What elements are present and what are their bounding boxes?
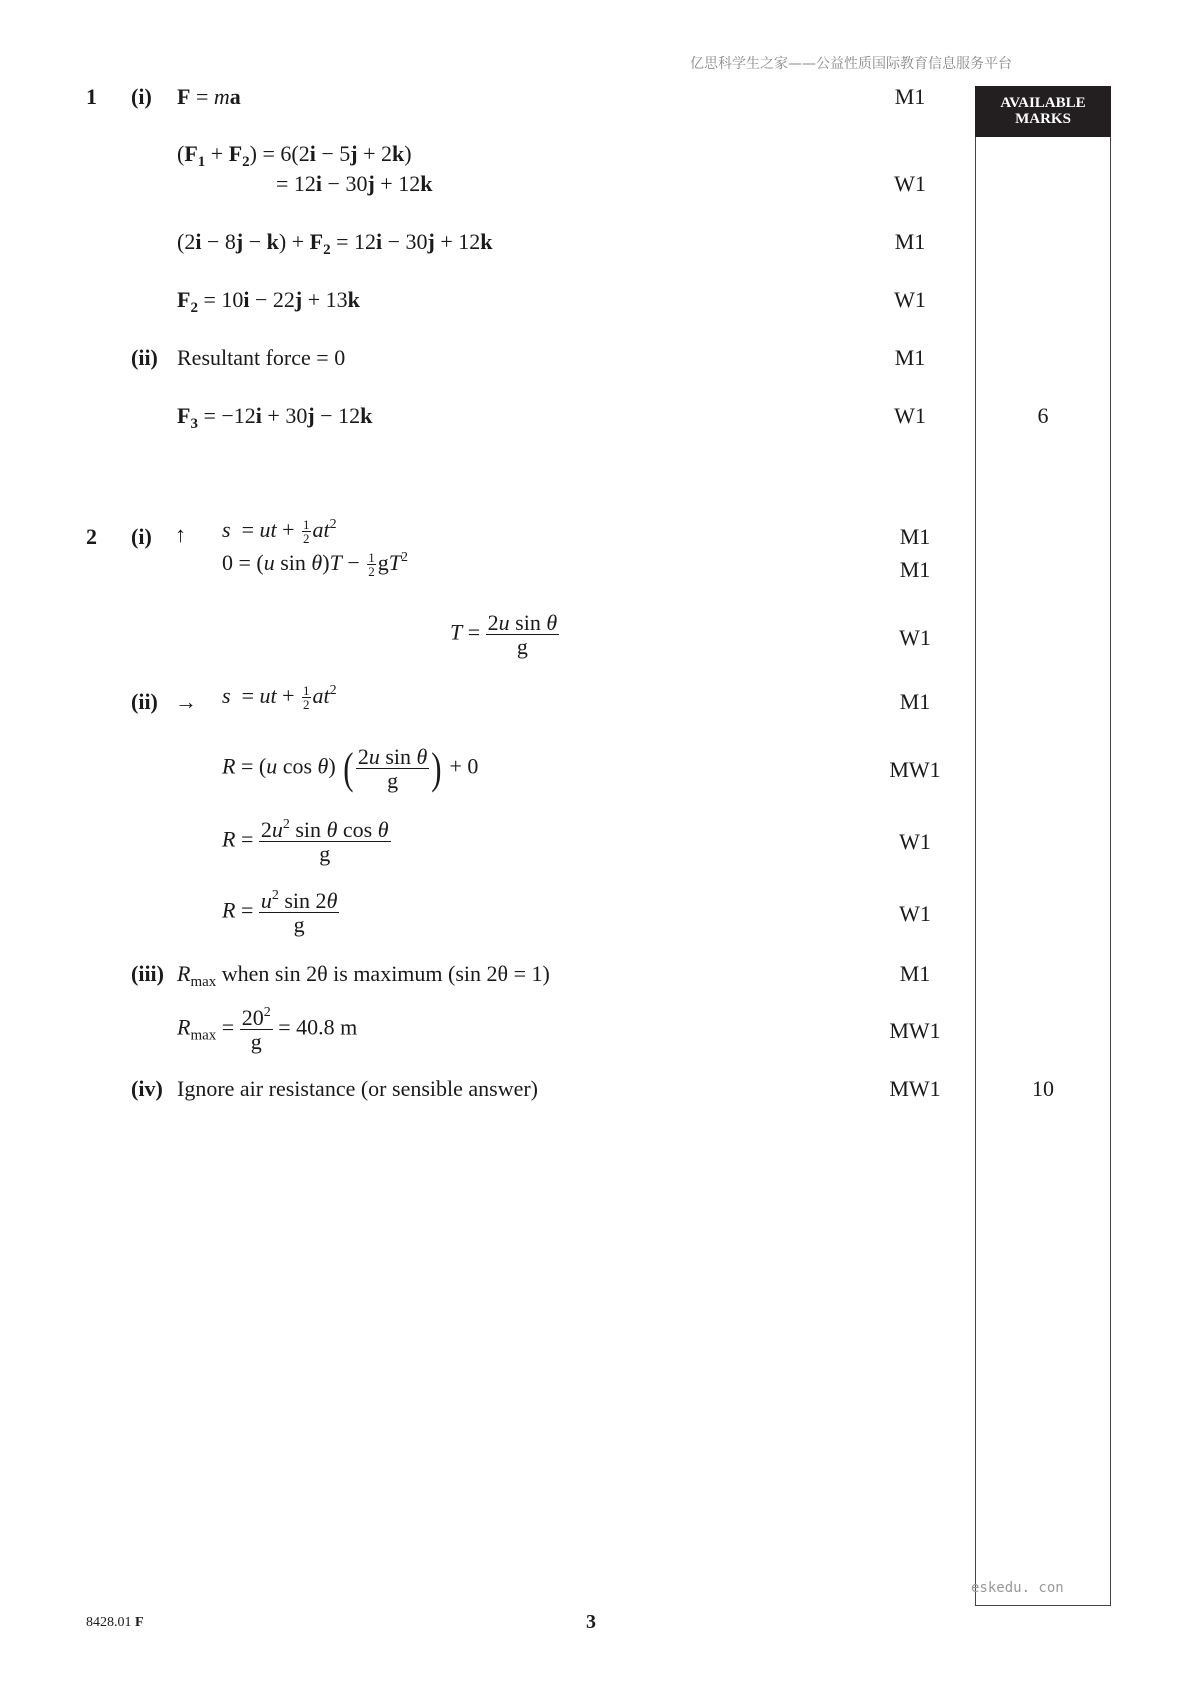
q1-resultant-force: Resultant force = 0 (177, 345, 346, 370)
q2-mark-5: MW1 (889, 757, 941, 782)
q2-available-marks: 10 (1032, 1076, 1054, 1101)
q1-mark-1: M1 (894, 84, 926, 109)
arrow-up-icon: ↑ (175, 522, 186, 547)
q1-equation-sum: $(F_1 + F_2) = 6(2i - 5j + 2k)$ (177, 141, 412, 170)
q1-mark-6: W1 (894, 403, 926, 428)
q2-equation-range-substitution: R = (u cos θ) ( $\frac{\text{2u sin θ}}{g}$ ) + 0 (222, 743, 479, 794)
q2-equation-suvat-vertical: s = ut + $\frac{1}{2}$ $at^2$ (222, 517, 337, 547)
q2-mark-3: W1 (899, 625, 931, 650)
question-1-part-ii: (ii) (131, 345, 158, 370)
q2-equation-vertical-zero: 0 = (u sin θ)T − $\frac{1}{2}$ $gT^2$ (222, 550, 408, 580)
q2-mark-9: MW1 (889, 1018, 941, 1043)
footer-paper-code-number: 8428.01 (86, 1615, 132, 1630)
q2-answer-iv: Ignore air resistance (or sensible answer) (177, 1076, 539, 1101)
question-2-number: 2 (86, 524, 97, 549)
available-marks-header (975, 86, 1111, 137)
q1-mark-5: M1 (894, 345, 926, 370)
q2-rmax-condition: $R_{max}$ when sin 2θ is maximum (sin 2θ = 1) (177, 961, 550, 990)
footer-paper-code (86, 1616, 144, 1630)
page-number: 3 (586, 1611, 596, 1633)
q2-mark-2: M1 (899, 557, 931, 582)
q1-mark-3: M1 (894, 229, 926, 254)
q1-equation-sum-result: = 12i − 30j + 12k (276, 171, 433, 196)
q2-equation-time-of-flight: T = $\frac{\text{2u sin θ}}{g}$ (450, 610, 558, 660)
question-2-part-iv: (iv) (131, 1076, 163, 1101)
q1-equation-f2: $F_2 = 10i - 22j + 13k$ (177, 287, 360, 316)
q1-mark-4: W1 (894, 287, 926, 312)
available-marks-column (975, 86, 1111, 1606)
q2-mark-7: W1 (899, 901, 931, 926)
q2-mark-8: M1 (899, 961, 931, 986)
q1-mark-2: W1 (894, 171, 926, 196)
q2-equation-rmax: $R_{max}$ = $\frac{20^2}{g}$ = 40.8 m (177, 1005, 358, 1055)
site-header: 亿思科学生之家——公益性质国际教育信息服务平台 (690, 56, 1012, 72)
question-2-part-ii: (ii) (131, 689, 158, 714)
q1-equation-fma: F = ma (177, 84, 241, 109)
q2-rmax-condition-text: when sin 2θ is maximum (sin 2θ = 1) (221, 961, 550, 986)
question-1-part-i: (i) (131, 84, 152, 109)
q2-mark-4: M1 (899, 689, 931, 714)
available-marks-header-line1: AVAILABLE (1000, 95, 1086, 111)
q1-equation-f3: $F_3 = -12i + 30j - 12k$ (177, 403, 373, 432)
question-1-number: 1 (86, 84, 97, 109)
q2-equation-range-double-angle: R = $\frac{u^2 \sin 2\theta}{g}$ (222, 888, 338, 938)
available-marks-header-line2: MARKS (1015, 111, 1071, 127)
q2-mark-6: W1 (899, 829, 931, 854)
q2-mark-1: M1 (899, 524, 931, 549)
q2-mark-10: MW1 (889, 1076, 941, 1101)
q2-rmax-value: = 40.8 m (278, 1014, 358, 1040)
footer-site: eskedu. con (971, 1580, 1064, 1596)
question-2-part-iii: (iii) (131, 961, 164, 986)
q2-equation-suvat-horizontal: s = ut + $\frac{1}{2}$ $at^2$ (222, 683, 337, 713)
question-2-part-i: (i) (131, 524, 152, 549)
q2-equation-range-expanded: R = $\frac{2u^2 \sin \theta \cos \theta}{g}$ (222, 817, 389, 867)
footer-paper-code-suffix: F (135, 1615, 144, 1630)
q1-equation-f2-setup: $(2i - 8j - k) + F_2 = 12i - 30j + 12k$ (177, 229, 493, 258)
arrow-right-icon: → (175, 689, 197, 714)
q1-available-marks: 6 (1037, 403, 1049, 428)
